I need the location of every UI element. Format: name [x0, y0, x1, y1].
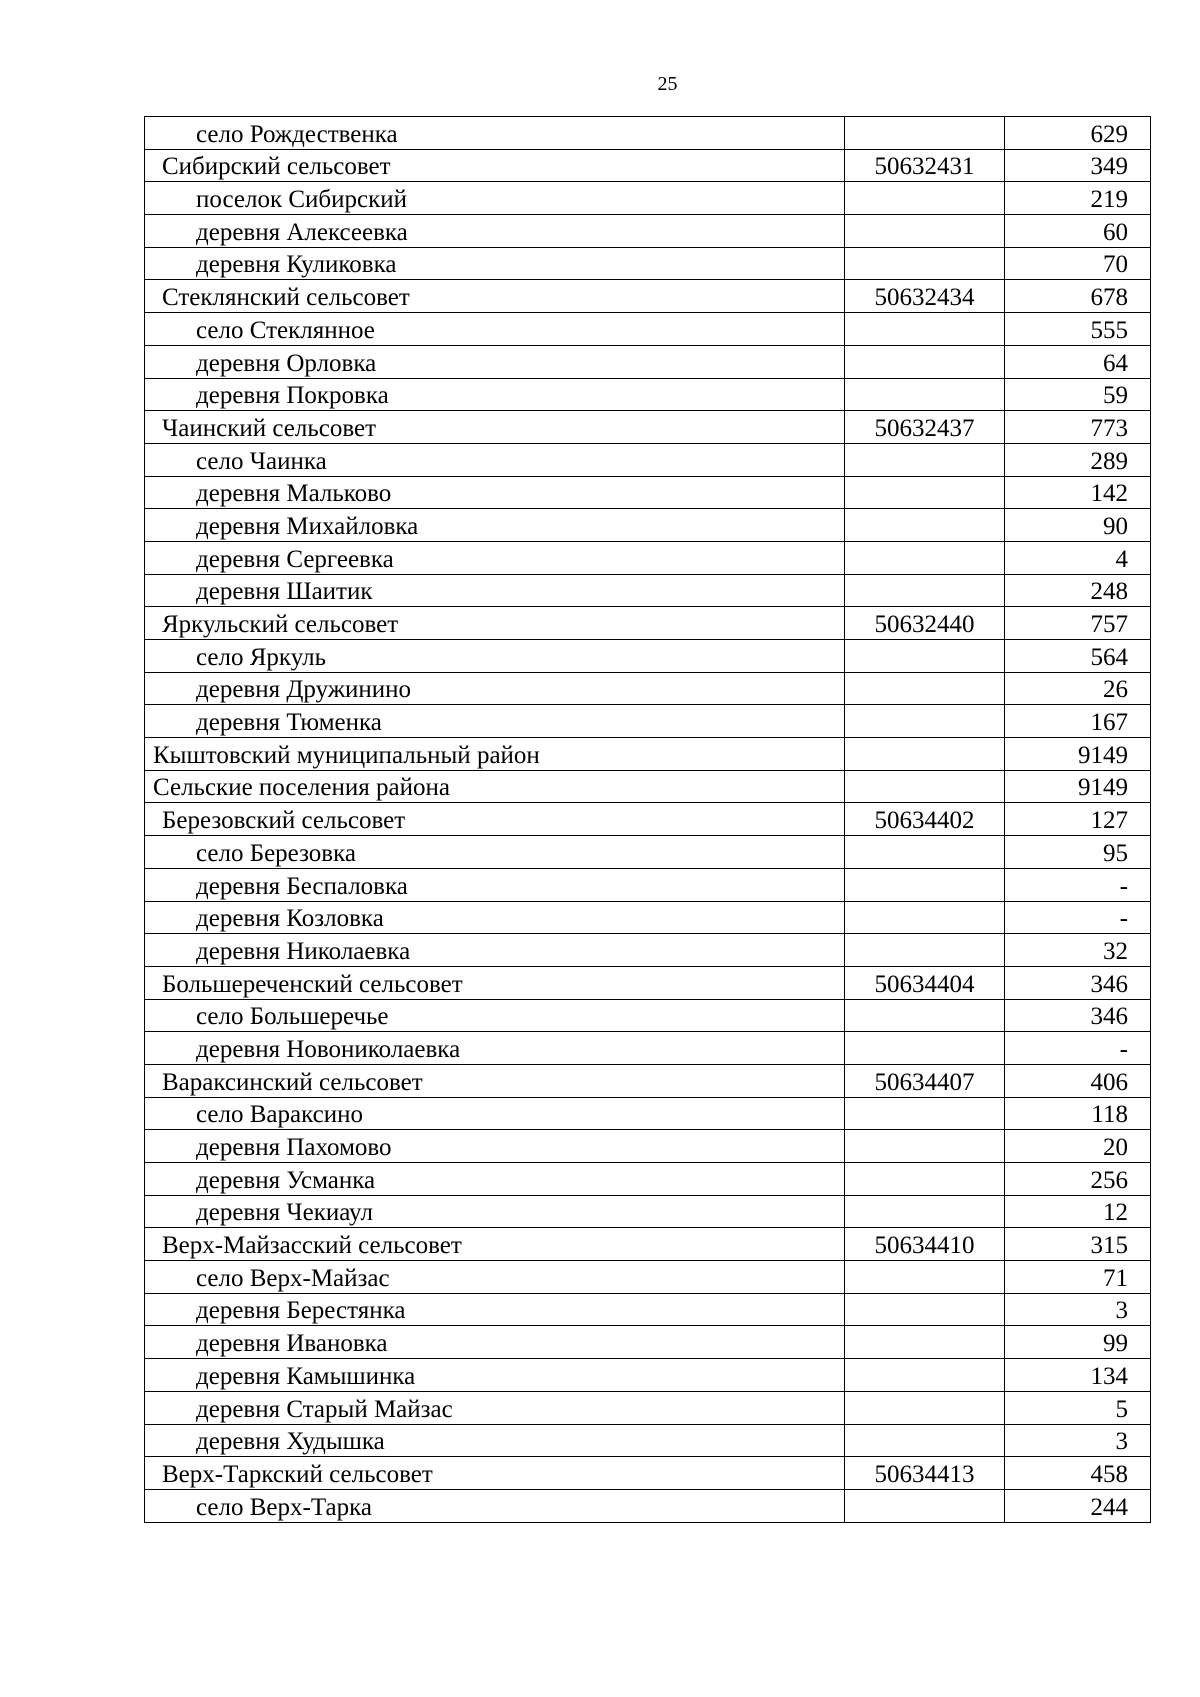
population-cell: 118 — [1005, 1097, 1151, 1130]
settlement-name-cell: Вараксинский сельсовет — [145, 1064, 845, 1097]
settlement-name-cell: поселок Сибирский — [145, 182, 845, 215]
table-row — [145, 770, 1151, 803]
oktmo-code-cell — [845, 117, 1005, 150]
population-cell: 773 — [1005, 411, 1151, 444]
oktmo-code-cell: 50634413 — [845, 1457, 1005, 1490]
population-cell: 127 — [1005, 803, 1151, 836]
oktmo-code-cell — [845, 313, 1005, 346]
population-cell: 32 — [1005, 934, 1151, 967]
settlement-name-cell: деревня Берестянка — [145, 1293, 845, 1326]
oktmo-code-cell — [845, 215, 1005, 248]
population-cell: 142 — [1005, 476, 1151, 509]
population-cell: 244 — [1005, 1489, 1151, 1522]
oktmo-code-cell: 50632431 — [845, 149, 1005, 182]
population-cell: 12 — [1005, 1195, 1151, 1228]
population-cell: 248 — [1005, 574, 1151, 607]
settlement-name-cell: село Верх-Майзас — [145, 1261, 845, 1294]
table-row — [145, 607, 1151, 640]
oktmo-code-cell — [845, 999, 1005, 1032]
oktmo-code-cell — [845, 934, 1005, 967]
population-cell: 99 — [1005, 1326, 1151, 1359]
population-cell: 60 — [1005, 215, 1151, 248]
settlement-population-table — [144, 116, 1151, 1523]
oktmo-code-cell — [845, 378, 1005, 411]
table-row — [145, 1130, 1151, 1163]
settlement-name-cell: село Яркуль — [145, 640, 845, 673]
settlement-name-cell: Кыштовский муниципальный район — [145, 738, 845, 771]
settlement-name-cell: деревня Покровка — [145, 378, 845, 411]
table-row — [145, 313, 1151, 346]
settlement-name-cell: деревня Михайловка — [145, 509, 845, 542]
settlement-name-cell: деревня Орловка — [145, 345, 845, 378]
oktmo-code-cell — [845, 672, 1005, 705]
oktmo-code-cell — [845, 509, 1005, 542]
settlement-name-cell: село Рождественка — [145, 117, 845, 150]
oktmo-code-cell — [845, 1359, 1005, 1392]
table-row — [145, 934, 1151, 967]
table-row — [145, 1228, 1151, 1261]
settlement-name-cell: деревня Куликовка — [145, 247, 845, 280]
table-row — [145, 836, 1151, 869]
oktmo-code-cell — [845, 1326, 1005, 1359]
oktmo-code-cell — [845, 738, 1005, 771]
oktmo-code-cell — [845, 1391, 1005, 1424]
table-row — [145, 378, 1151, 411]
table-row — [145, 966, 1151, 999]
population-cell: 20 — [1005, 1130, 1151, 1163]
population-cell: 406 — [1005, 1064, 1151, 1097]
oktmo-code-cell — [845, 541, 1005, 574]
population-cell: 3 — [1005, 1424, 1151, 1457]
settlement-name-cell: Стеклянский сельсовет — [145, 280, 845, 313]
population-cell: 70 — [1005, 247, 1151, 280]
oktmo-code-cell — [845, 1293, 1005, 1326]
population-cell: 555 — [1005, 313, 1151, 346]
oktmo-code-cell: 50634407 — [845, 1064, 1005, 1097]
table-body — [145, 117, 1151, 1523]
table-row — [145, 1261, 1151, 1294]
settlement-name-cell: Березовский сельсовет — [145, 803, 845, 836]
settlement-name-cell: деревня Козловка — [145, 901, 845, 934]
table-row — [145, 1457, 1151, 1490]
population-cell: 5 — [1005, 1391, 1151, 1424]
settlement-name-cell: деревня Ивановка — [145, 1326, 845, 1359]
population-cell: 90 — [1005, 509, 1151, 542]
population-cell: 71 — [1005, 1261, 1151, 1294]
table-row — [145, 574, 1151, 607]
oktmo-code-cell — [845, 1195, 1005, 1228]
population-cell: 678 — [1005, 280, 1151, 313]
oktmo-code-cell — [845, 640, 1005, 673]
population-cell: - — [1005, 901, 1151, 934]
table-row — [145, 509, 1151, 542]
settlement-name-cell: деревня Тюменка — [145, 705, 845, 738]
table-row — [145, 705, 1151, 738]
oktmo-code-cell: 50632434 — [845, 280, 1005, 313]
oktmo-code-cell — [845, 247, 1005, 280]
oktmo-code-cell — [845, 836, 1005, 869]
oktmo-code-cell — [845, 1032, 1005, 1065]
settlement-name-cell: деревня Мальково — [145, 476, 845, 509]
population-cell: 629 — [1005, 117, 1151, 150]
table-row — [145, 1359, 1151, 1392]
table-row — [145, 1326, 1151, 1359]
oktmo-code-cell — [845, 1261, 1005, 1294]
settlement-name-cell: деревня Усманка — [145, 1163, 845, 1196]
table-row — [145, 1032, 1151, 1065]
table-row — [145, 640, 1151, 673]
population-cell: 167 — [1005, 705, 1151, 738]
population-cell: 346 — [1005, 966, 1151, 999]
oktmo-code-cell — [845, 1097, 1005, 1130]
table-row — [145, 672, 1151, 705]
settlement-name-cell: деревня Сергеевка — [145, 541, 845, 574]
table-row — [145, 541, 1151, 574]
population-cell: 3 — [1005, 1293, 1151, 1326]
table-row — [145, 411, 1151, 444]
oktmo-code-cell: 50634404 — [845, 966, 1005, 999]
table-row — [145, 1424, 1151, 1457]
settlement-name-cell: Сибирский сельсовет — [145, 149, 845, 182]
settlement-name-cell: деревня Дружинино — [145, 672, 845, 705]
population-cell: 219 — [1005, 182, 1151, 215]
table-row — [145, 901, 1151, 934]
page-number: 25 — [657, 73, 678, 95]
population-cell: 95 — [1005, 836, 1151, 869]
table-row — [145, 182, 1151, 215]
settlement-name-cell: деревня Камышинка — [145, 1359, 845, 1392]
population-cell: 26 — [1005, 672, 1151, 705]
settlement-name-cell: Большереченский сельсовет — [145, 966, 845, 999]
population-cell: 9149 — [1005, 770, 1151, 803]
settlement-name-cell: деревня Худышка — [145, 1424, 845, 1457]
oktmo-code-cell — [845, 705, 1005, 738]
oktmo-code-cell — [845, 1130, 1005, 1163]
table-row — [145, 1097, 1151, 1130]
population-cell: 289 — [1005, 443, 1151, 476]
oktmo-code-cell — [845, 1424, 1005, 1457]
table-row — [145, 1489, 1151, 1522]
settlement-name-cell: деревня Старый Майзас — [145, 1391, 845, 1424]
population-cell: 757 — [1005, 607, 1151, 640]
population-cell: 4 — [1005, 541, 1151, 574]
oktmo-code-cell — [845, 1489, 1005, 1522]
population-cell: - — [1005, 1032, 1151, 1065]
oktmo-code-cell: 50632440 — [845, 607, 1005, 640]
oktmo-code-cell — [845, 476, 1005, 509]
oktmo-code-cell: 50634410 — [845, 1228, 1005, 1261]
population-cell: - — [1005, 868, 1151, 901]
oktmo-code-cell — [845, 345, 1005, 378]
settlement-name-cell: деревня Шаитик — [145, 574, 845, 607]
oktmo-code-cell — [845, 1163, 1005, 1196]
settlement-name-cell: село Вараксино — [145, 1097, 845, 1130]
settlement-name-cell: село Чаинка — [145, 443, 845, 476]
settlement-name-cell: Сельские поселения района — [145, 770, 845, 803]
oktmo-code-cell — [845, 901, 1005, 934]
table-row — [145, 1195, 1151, 1228]
oktmo-code-cell — [845, 443, 1005, 476]
oktmo-code-cell — [845, 574, 1005, 607]
table-row — [145, 738, 1151, 771]
settlement-name-cell: село Стеклянное — [145, 313, 845, 346]
population-cell: 564 — [1005, 640, 1151, 673]
settlement-name-cell: Яркульский сельсовет — [145, 607, 845, 640]
table-row — [145, 117, 1151, 150]
settlement-name-cell: село Верх-Тарка — [145, 1489, 845, 1522]
population-cell: 315 — [1005, 1228, 1151, 1261]
table-row — [145, 1293, 1151, 1326]
oktmo-code-cell: 50632437 — [845, 411, 1005, 444]
settlement-name-cell: село Большеречье — [145, 999, 845, 1032]
table-row — [145, 803, 1151, 836]
population-cell: 9149 — [1005, 738, 1151, 771]
table-row — [145, 868, 1151, 901]
population-cell: 346 — [1005, 999, 1151, 1032]
table-row — [145, 149, 1151, 182]
population-cell: 64 — [1005, 345, 1151, 378]
population-cell: 59 — [1005, 378, 1151, 411]
oktmo-code-cell — [845, 182, 1005, 215]
settlement-name-cell: село Березовка — [145, 836, 845, 869]
settlement-name-cell: деревня Алексеевка — [145, 215, 845, 248]
population-cell: 256 — [1005, 1163, 1151, 1196]
oktmo-code-cell — [845, 868, 1005, 901]
table-row — [145, 443, 1151, 476]
table-row — [145, 1064, 1151, 1097]
settlement-name-cell: деревня Новониколаевка — [145, 1032, 845, 1065]
population-cell: 349 — [1005, 149, 1151, 182]
table-row — [145, 1391, 1151, 1424]
table-row — [145, 215, 1151, 248]
settlement-name-cell: Верх-Таркский сельсовет — [145, 1457, 845, 1490]
table-row — [145, 476, 1151, 509]
table-row — [145, 280, 1151, 313]
population-cell: 458 — [1005, 1457, 1151, 1490]
settlement-name-cell: деревня Николаевка — [145, 934, 845, 967]
table-row — [145, 345, 1151, 378]
settlement-name-cell: деревня Чекиаул — [145, 1195, 845, 1228]
settlement-name-cell: деревня Пахомово — [145, 1130, 845, 1163]
settlement-name-cell: Верх-Майзасский сельсовет — [145, 1228, 845, 1261]
settlement-name-cell: деревня Беспаловка — [145, 868, 845, 901]
oktmo-code-cell — [845, 770, 1005, 803]
table-row — [145, 999, 1151, 1032]
oktmo-code-cell: 50634402 — [845, 803, 1005, 836]
population-cell: 134 — [1005, 1359, 1151, 1392]
table-row — [145, 1163, 1151, 1196]
settlement-name-cell: Чаинский сельсовет — [145, 411, 845, 444]
table-row — [145, 247, 1151, 280]
